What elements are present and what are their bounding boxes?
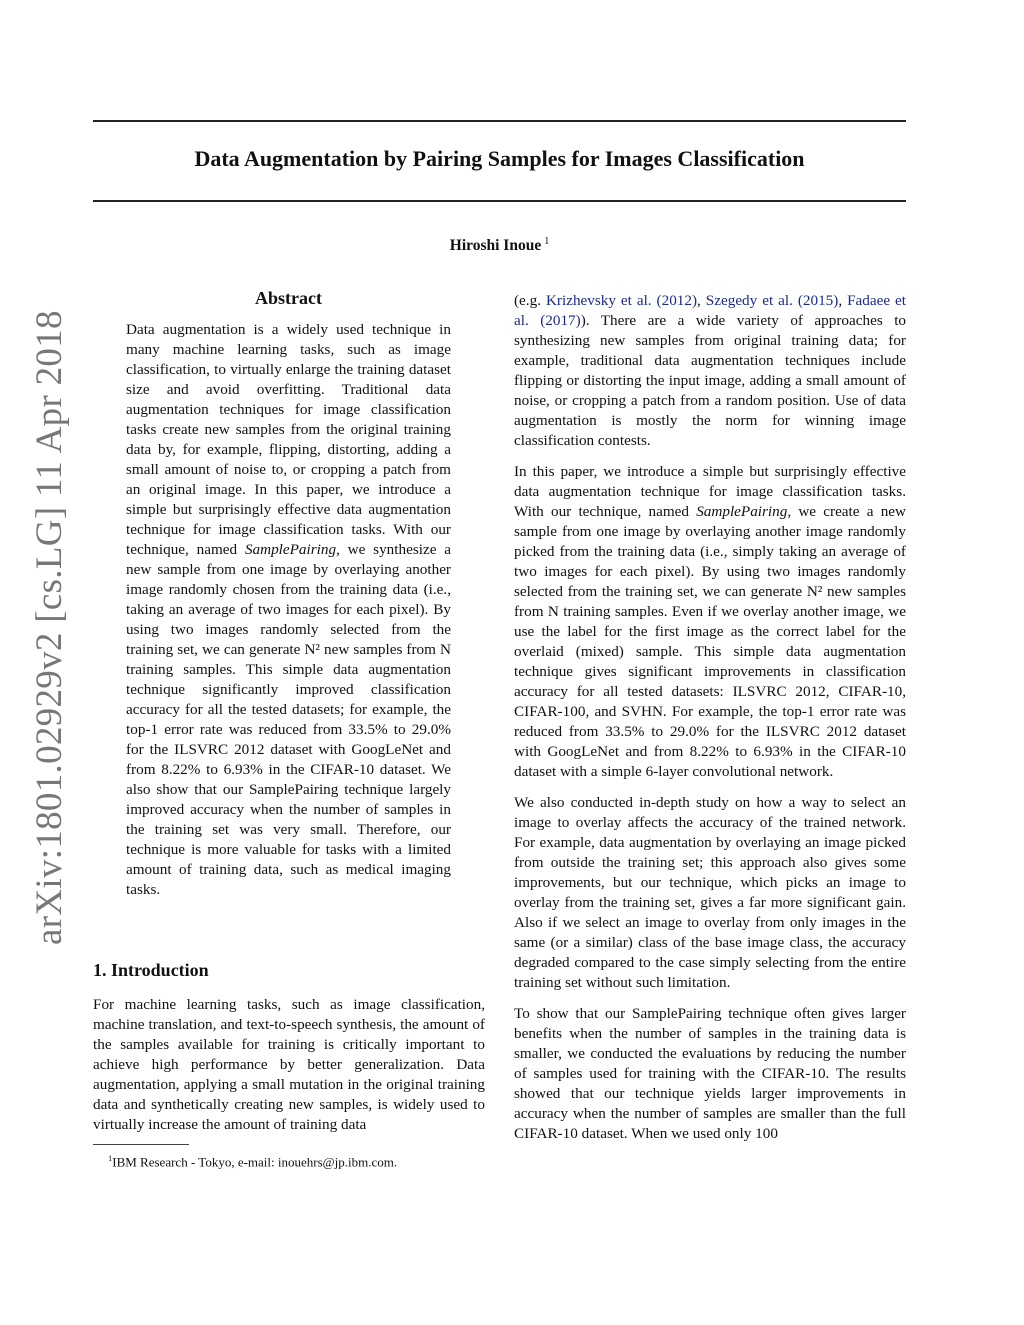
technique-name: SamplePairing — [696, 503, 788, 520]
top-rule — [93, 120, 906, 122]
title-bottom-rule — [93, 200, 906, 202]
abstract-text: Data augmentation is a widely used technique in many machine learning tasks, such as image classification, to virtually enlarge the training dataset size and avoid overfitting. Traditional data augmentation techniques for image classification tasks create new samples from the original training data by, for example, flipping, distorting, adding a small amount of noise to, or cropping a patch from an original image. In this paper, we introduce a simple but surprisingly effective data augmentation technique for image classification tasks. With our technique, named SamplePairing, we synthesize a new sample from one image by overlaying another image randomly chosen from the training data (i.e., taking an average of two images for each pixel). By using two images randomly selected from the training set, we can generate N² new samples from N training samples. This simple data augmentation technique significantly improved classification accuracy for all the tested datasets; for example, the top-1 error rate was reduced from 33.5% to 29.0% for the ILSVRC 2012 dataset with GoogLeNet and from 8.22% to 6.93% in the CIFAR-10 dataset. We also show that our SamplePairing technique largely improved accuracy when the number of samples in the training set was very small. Therefore, our technique is more valuable for tasks with a limited amount of training data, such as medical imaging tasks. — [126, 321, 451, 898]
abstract-heading: Abstract — [255, 288, 322, 308]
right-column — [514, 291, 906, 1144]
author-affiliation-mark: 1 — [544, 236, 550, 247]
p1-sep-2: , — [838, 292, 848, 309]
footnote — [108, 1150, 397, 1170]
p1-text-end: ). There are a wide variety of approaches to synthesizing new samples from original training data; for example, traditional data augmentation techniques include flipping or distorting the input image, adding a small amount of noise, or cropping a patch from a random position. Use of data augmentation is mostly the norm for winning image classification contests. — [514, 312, 907, 449]
right-paragraph-3: We also conducted in-depth study on how a way to select an image to overlay affects the accuracy of the trained network. For example, data augmentation by overlaying an image picked from outside the training set; this approach also gives some improvements, but our technique, which picks an image to overlay from the training set, gives a far more significant gain. Also if we select an image to overlay from only images in the same (or a similar) class of the base image class, the accuracy degraded compared to the case simply selecting from the entire training set without such limitation. — [514, 794, 906, 991]
author-line — [93, 236, 906, 255]
right-paragraph-1 — [514, 291, 906, 451]
technique-name: SamplePairing — [244, 541, 337, 558]
paper-title: Data Augmentation by Pairing Samples for Images Classification — [194, 146, 805, 171]
abstract-body — [126, 320, 451, 900]
footnote-text: IBM Research - Tokyo, e-mail: inouehrs@jp.ibm.com. — [112, 1154, 398, 1170]
right-paragraph-4: To show that our SamplePairing technique often gives larger benefits when the number of samples in the training data is smaller, we conducted the evaluations by reducing the number of samples used for training with the CIFAR-10. The results showed that our technique yields larger improvements in accuracy when the number of samples are smaller than the full CIFAR-10 dataset. When we used only 100 — [514, 1005, 906, 1142]
introduction-heading: 1. Introduction — [93, 960, 209, 980]
introduction-text: For machine learning tasks, such as image classification, machine translation, and text-to-speech synthesis, the amount of the samples available for training is critically important to achieve high performance by better generalization. Data augmentation, applying a small mutation in the original training data and synthetically creating new samples, is widely used to virtually increase the amount of training data — [93, 996, 485, 1133]
citation-fadaee[interactable]: Fadaee et al. (2017) — [514, 292, 906, 329]
footnote-rule — [93, 1144, 189, 1145]
introduction-body — [93, 995, 485, 1135]
p1-sep-1: , — [697, 292, 706, 309]
footnote-mark: 1 — [108, 1153, 113, 1163]
arxiv-identifier: arXiv:1801.02929v2 [cs.LG] 11 Apr 2018 — [29, 310, 70, 945]
p1-text-start: (e.g. — [514, 292, 546, 309]
right-paragraph-2: In this paper, we introduce a simple but surprisingly effective data augmentation technique for image classification tasks. With our technique, named SamplePairing, we create a new sample from one image by overlaying another image randomly picked from the training data (i.e., simply taking an average of two images for each pixel). By using two images randomly selected from the training set, we can generate N² new samples from N training samples. Even if we overlay another image, we use the label for the first image as the correct label for the overlaid (mixed) sample. This simple data augmentation technique gives significant improvements in classification accuracy for all tested datasets: ILSVRC 2012, CIFAR-10, CIFAR-100, and SVHN. For example, the top-1 error rate was reduced from 33.5% to 29.0% for the ILSVRC 2012 dataset with GoogLeNet and from 8.22% to 6.93% in the CIFAR-10 dataset with a simple 6-layer convolutional network. — [514, 463, 906, 780]
citation-krizhevsky[interactable]: Krizhevsky et al. (2012) — [545, 292, 698, 309]
citation-szegedy[interactable]: Szegedy et al. (2015) — [705, 292, 839, 309]
author-name: Hiroshi Inoue — [449, 237, 542, 255]
